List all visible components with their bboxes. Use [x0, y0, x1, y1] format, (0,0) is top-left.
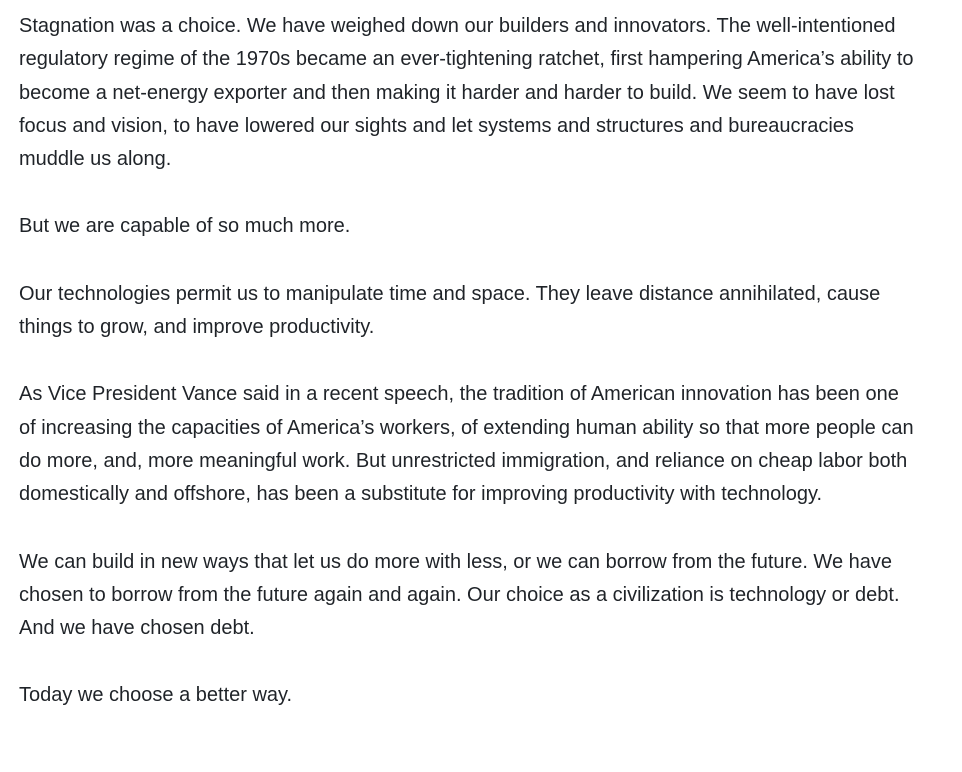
- paragraph-technology-or-debt: We can build in new ways that let us do more with less, or we can borrow from the future. We have chosen to borrow from the future again and again. Our choice as a civilization is technology or debt. And we have chosen debt.: [19, 550, 900, 640]
- article-body: [19, 10, 919, 713]
- paragraph-technologies: Our technologies permit us to manipulate time and space. They leave distance annihilated, cause things to grow, and improve productivity.: [19, 282, 881, 339]
- paragraph-better-way: Today we choose a better way.: [19, 684, 293, 707]
- paragraph-stagnation: Stagnation was a choice. We have weighed down our builders and innovators. The well-intentioned regulatory regime of the 1970s became an ever-tightening ratchet, first hampering America’s ability to become a net-energy exporter and then making it harder and harder to build. We seem to have lost focus and vision, to have lowered our sights and let systems and structures and bureaucracies muddle us along.: [19, 15, 914, 171]
- paragraph-capable: But we are capable of so much more.: [19, 215, 351, 238]
- paragraph-vance-speech: As Vice President Vance said in a recent speech, the tradition of American innovation has been one of increasing the capacities of America’s workers, of extending human ability so that more people can do more, and, more meaningful work. But unrestricted immigration, and reliance on cheap labor both domestically and offshore, has been a substitute for improving productivity with technology.: [19, 383, 914, 506]
